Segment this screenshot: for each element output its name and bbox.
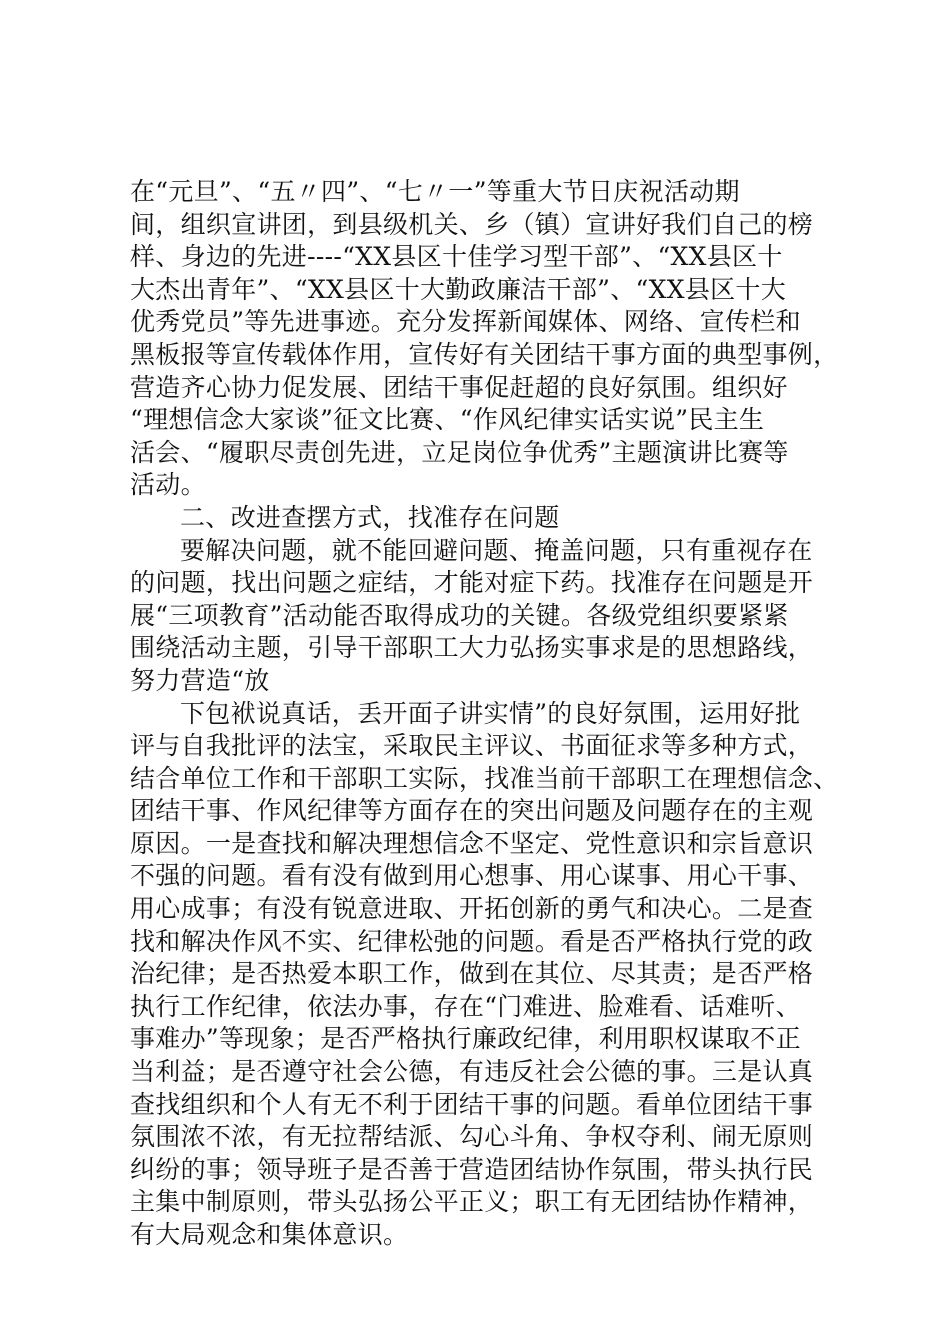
text-line: 努力营造“放 [130, 665, 270, 695]
text-line: 有大局观念和集体意识。 [130, 1220, 409, 1249]
text-line: 活会、“履职尽责创先进，立足岗位争优秀”主题演讲比赛等 [130, 437, 789, 467]
text-line: 展“三项教育”活动能否取得成功的关键。各级党组织要紧紧 [130, 600, 789, 630]
text-line: 要解决问题，就不能回避问题、掩盖问题，只有重视存在 [180, 535, 813, 565]
text-line: 围绕活动主题，引导干部职工大力弘扬实事求是的思想路线， [130, 633, 814, 663]
text-line: 不强的问题。看有没有做到用心想事、用心谋事、用心干事、 [130, 861, 814, 891]
text-line: 找和解决作风不实、纪律松弛的问题。看是否严格执行党的政 [130, 926, 814, 956]
text-line: 黑板报等宣传载体作用，宣传好有关团结干事方面的典型事例， [130, 339, 839, 369]
text-line: 执行工作纪律，依法办事，存在“门难进、脸难看、话难听、 [130, 991, 801, 1021]
text-line: 事难办”等现象；是否严格执行廉政纪律，利用职权谋取不正 [130, 1024, 801, 1054]
text-line: “理想信念大家谈”征文比赛、“作风纪律实话实说”民主生 [130, 405, 765, 435]
document-body [130, 176, 840, 1252]
text-line: 原因。一是查找和解决理想信念不坚定、党性意识和宗旨意识 [130, 828, 814, 858]
text-line: 查找组织和个人有无不利于团结干事的问题。看单位团结干事 [130, 1089, 814, 1119]
text-line: 营造齐心协力促发展、团结干事促赶超的良好氛围。组织好 [130, 372, 788, 402]
text-line: 活动。 [130, 470, 206, 500]
text-line: 团结干事、作风纪律等方面存在的突出问题及问题存在的主观 [130, 796, 814, 826]
text-line: 主集中制原则，带头弘扬公平正义；职工有无团结协作精神， [130, 1187, 814, 1217]
text-line: 治纪律；是否热爱本职工作，做到在其位、尽其责；是否严格 [130, 959, 814, 989]
text-line: 在“元旦”、“五〃四”、“七〃一”等重大节日庆祝活动期 [130, 177, 740, 206]
text-line: 当利益；是否遵守社会公德，有违反社会公德的事。三是认真 [130, 1057, 814, 1087]
text-line: 用心成事；有没有锐意进取、开拓创新的勇气和决心。二是查 [130, 894, 814, 924]
text-line: 样、身边的先进----“XX县区十佳学习型干部”、“XX县区十 [130, 242, 783, 272]
text-line: 结合单位工作和干部职工实际，找准当前干部职工在理想信念、 [130, 763, 839, 793]
text-line: 的问题，找出问题之症结，才能对症下药。找准存在问题是开 [130, 568, 814, 598]
text-line: 氛围浓不浓，有无拉帮结派、勾心斗角、争权夺利、闹无原则 [130, 1122, 814, 1152]
section-heading: 二、改进查摆方式，找准存在问题 [180, 502, 560, 532]
text-line: 大杰出青年”、“XX县区十大勤政廉洁干部”、“XX县区十大 [130, 274, 787, 304]
text-line: 下包袱说真话，丢开面子讲实情”的良好氛围，运用好批 [180, 698, 801, 728]
text-line: 评与自我批评的法宝，采取民主评议、书面征求等多种方式， [130, 731, 814, 761]
text-line: 纠纷的事；领导班子是否善于营造团结协作氛围，带头执行民 [130, 1154, 814, 1184]
text-line: 间，组织宣讲团，到县级机关、乡（镇）宣讲好我们自己的榜 [130, 209, 814, 239]
text-line: 优秀党员”等先进事迹。充分发挥新闻媒体、网络、宣传栏和 [130, 307, 801, 337]
